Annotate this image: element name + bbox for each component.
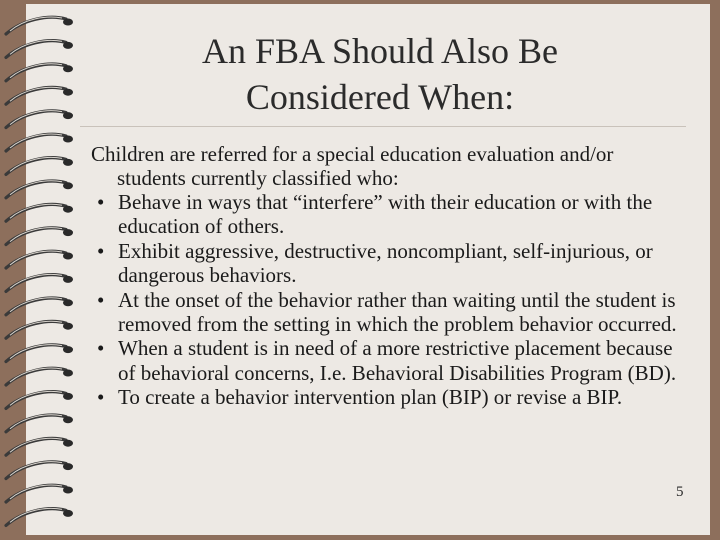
list-item bbox=[91, 190, 681, 239]
binding-ring-highlight bbox=[10, 111, 62, 125]
binding-ring bbox=[6, 509, 66, 526]
binding-ring-highlight bbox=[10, 157, 62, 171]
binding-ring-highlight bbox=[10, 391, 62, 405]
binding-ring-highlight bbox=[10, 485, 62, 499]
binding-hole bbox=[63, 112, 73, 119]
list-item bbox=[91, 385, 681, 409]
binding-ring bbox=[6, 111, 66, 128]
binding-ring-highlight bbox=[10, 438, 62, 452]
binding-ring bbox=[6, 228, 66, 245]
binding-ring-highlight bbox=[10, 64, 62, 78]
binding-ring-highlight bbox=[10, 345, 62, 359]
binding-ring bbox=[6, 158, 66, 175]
bullet-marker: • bbox=[97, 385, 105, 410]
binding-ring bbox=[6, 134, 66, 151]
binding-ring bbox=[6, 87, 66, 104]
binding-hole bbox=[63, 346, 73, 353]
binding-ring bbox=[6, 438, 66, 455]
binding-hole bbox=[63, 276, 73, 283]
list-item bbox=[91, 288, 681, 337]
title-line-2: Considered When: bbox=[245, 77, 515, 117]
binding-ring-highlight bbox=[10, 415, 62, 429]
binding-hole bbox=[63, 65, 73, 72]
intro-text: Children are referred for a special education evaluation and/or students currently classified who: bbox=[91, 142, 614, 190]
binding-ring bbox=[6, 321, 66, 338]
binding-hole bbox=[63, 299, 73, 306]
binding-hole bbox=[63, 89, 73, 96]
binding-ring-highlight bbox=[10, 87, 62, 101]
bullet-list bbox=[91, 190, 681, 410]
binding-ring-highlight bbox=[10, 321, 62, 335]
binding-hole bbox=[63, 323, 73, 330]
binding-hole bbox=[63, 42, 73, 49]
binding-ring-highlight bbox=[10, 251, 62, 265]
title-line-1: An FBA Should Also Be bbox=[201, 31, 559, 71]
bullet-marker: • bbox=[97, 238, 105, 263]
binding-ring bbox=[6, 298, 66, 315]
page-number: 5 bbox=[676, 484, 684, 500]
binding-ring-highlight bbox=[10, 134, 62, 148]
binding-ring-highlight bbox=[10, 508, 62, 522]
binding-hole bbox=[63, 159, 73, 166]
binding-hole bbox=[63, 440, 73, 447]
binding-ring-highlight bbox=[10, 274, 62, 288]
binding-ring bbox=[6, 17, 66, 34]
list-item bbox=[91, 239, 681, 288]
spiral-binding bbox=[0, 0, 90, 540]
bullet-marker: • bbox=[97, 336, 105, 361]
binding-hole bbox=[63, 370, 73, 377]
binding-ring bbox=[6, 64, 66, 81]
binding-ring-highlight bbox=[10, 228, 62, 242]
bullet-marker: • bbox=[97, 287, 105, 312]
binding-ring bbox=[6, 485, 66, 502]
binding-ring bbox=[6, 462, 66, 479]
binding-hole bbox=[63, 229, 73, 236]
binding-ring bbox=[6, 251, 66, 268]
binding-ring-highlight bbox=[10, 298, 62, 312]
binding-hole bbox=[63, 463, 73, 470]
slide-title bbox=[120, 28, 640, 120]
binding-ring bbox=[6, 415, 66, 432]
binding-ring-highlight bbox=[10, 368, 62, 382]
binding-ring bbox=[6, 345, 66, 362]
list-item-text: At the onset of the behavior rather than waiting until the student is removed from the setting in which the problem behavior occurred. bbox=[118, 287, 677, 337]
binding-ring bbox=[6, 181, 66, 198]
binding-hole bbox=[63, 182, 73, 189]
binding-ring-highlight bbox=[10, 17, 62, 31]
list-item-text: Exhibit aggressive, destructive, noncompliant, self-injurious, or dangerous behaviors. bbox=[118, 238, 653, 288]
list-item-text: When a student is in need of a more restrictive placement because of behavioral concerns, I.e. Behavioral Disabilities Program (BD). bbox=[118, 336, 677, 385]
binding-ring-highlight bbox=[10, 181, 62, 195]
list-item-text: To create a behavior intervention plan (BIP) or revise a BIP. bbox=[118, 385, 623, 410]
list-item-text: Behave in ways that “interfere” with their education or with the education of others. bbox=[118, 190, 653, 239]
binding-hole bbox=[63, 19, 73, 26]
binding-hole bbox=[63, 206, 73, 213]
binding-hole bbox=[63, 136, 73, 143]
binding-ring bbox=[6, 204, 66, 221]
bullet-marker: • bbox=[97, 190, 105, 214]
binding-ring bbox=[6, 392, 66, 409]
binding-ring bbox=[6, 41, 66, 58]
binding-hole bbox=[63, 253, 73, 260]
list-item bbox=[91, 336, 681, 385]
title-divider bbox=[80, 126, 686, 127]
binding-hole bbox=[63, 487, 73, 494]
binding-ring-highlight bbox=[10, 462, 62, 476]
binding-hole bbox=[63, 510, 73, 517]
binding-hole bbox=[63, 416, 73, 423]
binding-ring-highlight bbox=[10, 40, 62, 54]
binding-hole bbox=[63, 393, 73, 400]
binding-ring bbox=[6, 275, 66, 292]
binding-ring bbox=[6, 368, 66, 385]
binding-ring-highlight bbox=[10, 204, 62, 218]
